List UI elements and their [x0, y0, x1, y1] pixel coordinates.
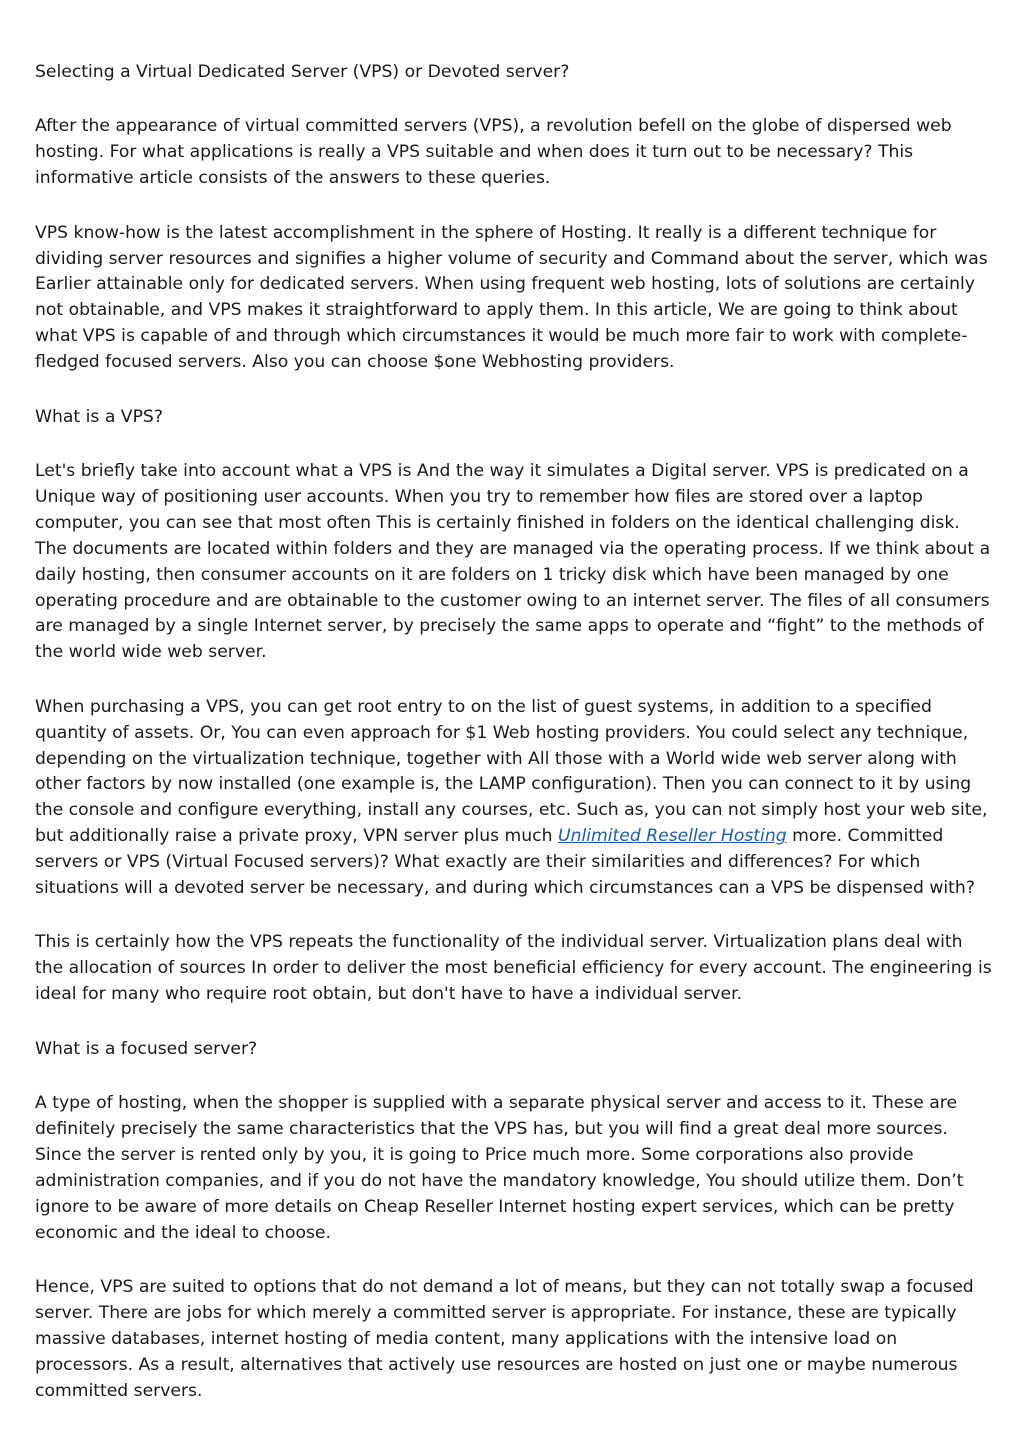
document-title: Selecting a Virtual Dedicated Server (VPS) or Devoted server? — [35, 62, 570, 82]
paragraph-vps-explained: Let's briefly take into account what a VPS is And the way it simulates a Digital server. VPS is predicated on a Unique way of positioning user accounts. When you try to remember how files are stored over a laptop computer, you can see that most often This is certainly finished in folders on the identical challenging disk. The documents are located within folders and they are managed via the operating process. If we think about a daily hosting, then consumer accounts on it are folders on 1 tricky disk which have been managed by one operating procedure and are obtainable to the customer owing to an internet server. The files of all consumers are managed by a single Internet server, by precisely the same apps to operate and “fight” to the methods of the world wide web server. — [35, 460, 991, 663]
paragraph-vps-know-how: VPS know-how is the latest accomplishment in the sphere of Hosting. It really is a different technique for dividing server resources and signifies a higher volume of security and Command about the server, which was Earlier attainable only for dedicated servers. When using frequent web hosting, lots of solutions are certainly not obtainable, and VPS makes it straightforward to apply them. In this article, We are going to think about what VPS is capable of and through which circumstances it would be much more fair to work with complete-fledged focused servers. Also you can choose $one Webhosting providers. — [35, 222, 988, 373]
document-page — [35, 60, 995, 1433]
paragraph-purchasing-vps-text-after: more. Committed servers or VPS (Virtual Focused servers)? What exactly are their similarities and differences? For which situations will a devoted server be necessary, and during which circumstances can a VPS be dispensed with? — [35, 826, 975, 899]
paragraph-vps-functionality: This is certainly how the VPS repeats the functionality of the individual server. Virtualization plans deal with the allocation of sources In order to deliver the most beneficial efficiency for every account. The engineering is ideal for many who require root obtain, but don't have to have a individual server. — [35, 932, 992, 1005]
paragraph-intro: After the appearance of virtual committed servers (VPS), a revolution befell on the globe of dispersed web hosting. For what applications is really a VPS suitable and when does it turn out to be necessary? This informative article consists of the answers to these queries. — [35, 116, 952, 189]
section-heading-what-is-vps: What is a VPS? — [35, 406, 163, 427]
paragraph-focused-server: A type of hosting, when the shopper is supplied with a separate physical server and access to it. These are definitely precisely the same characteristics that the VPS has, but you will find a great deal more sources. Since the server is rented only by you, it is going to Price much more. Some corporations also provide administration companies, and if you do not have the mandatory knowledge, You should utilize them. Don’t ignore to be aware of more details on Cheap Reseller Internet hosting expert services, which can be pretty economic and the ideal to choose. — [35, 1093, 964, 1243]
paragraph-purchasing-vps-text-before: When purchasing a VPS, you can get root entry to on the list of guest systems, in addition to a specified quantity of assets. Or, You can even approach for $1 Web hosting providers. You could select any technique, depending on the virtualization technique, together with All those with a World wide web server along with other factors by now installed (one example is, the LAMP configuration). Then you can connect to it by using the console and configure everything, install any courses, etc. Such as, you can not simply host your web site, but additionally raise a private proxy, VPN server plus much — [35, 696, 988, 847]
section-heading-focused-server: What is a focused server? — [35, 1038, 258, 1059]
paragraph-purchasing-vps — [35, 695, 995, 902]
paragraph-conclusion: Hence, VPS are suited to options that do not demand a lot of means, but they can not totally swap a focused server. There are jobs for which merely a committed server is appropriate. For instance, these are typically massive databases, internet hosting of media content, many applications with the intensive load on processors. As a result, alternatives that actively use resources are hosted on just one or maybe numerous committed servers. — [35, 1277, 974, 1401]
unlimited-reseller-hosting-link[interactable]: Unlimited Reseller Hosting — [557, 826, 787, 847]
